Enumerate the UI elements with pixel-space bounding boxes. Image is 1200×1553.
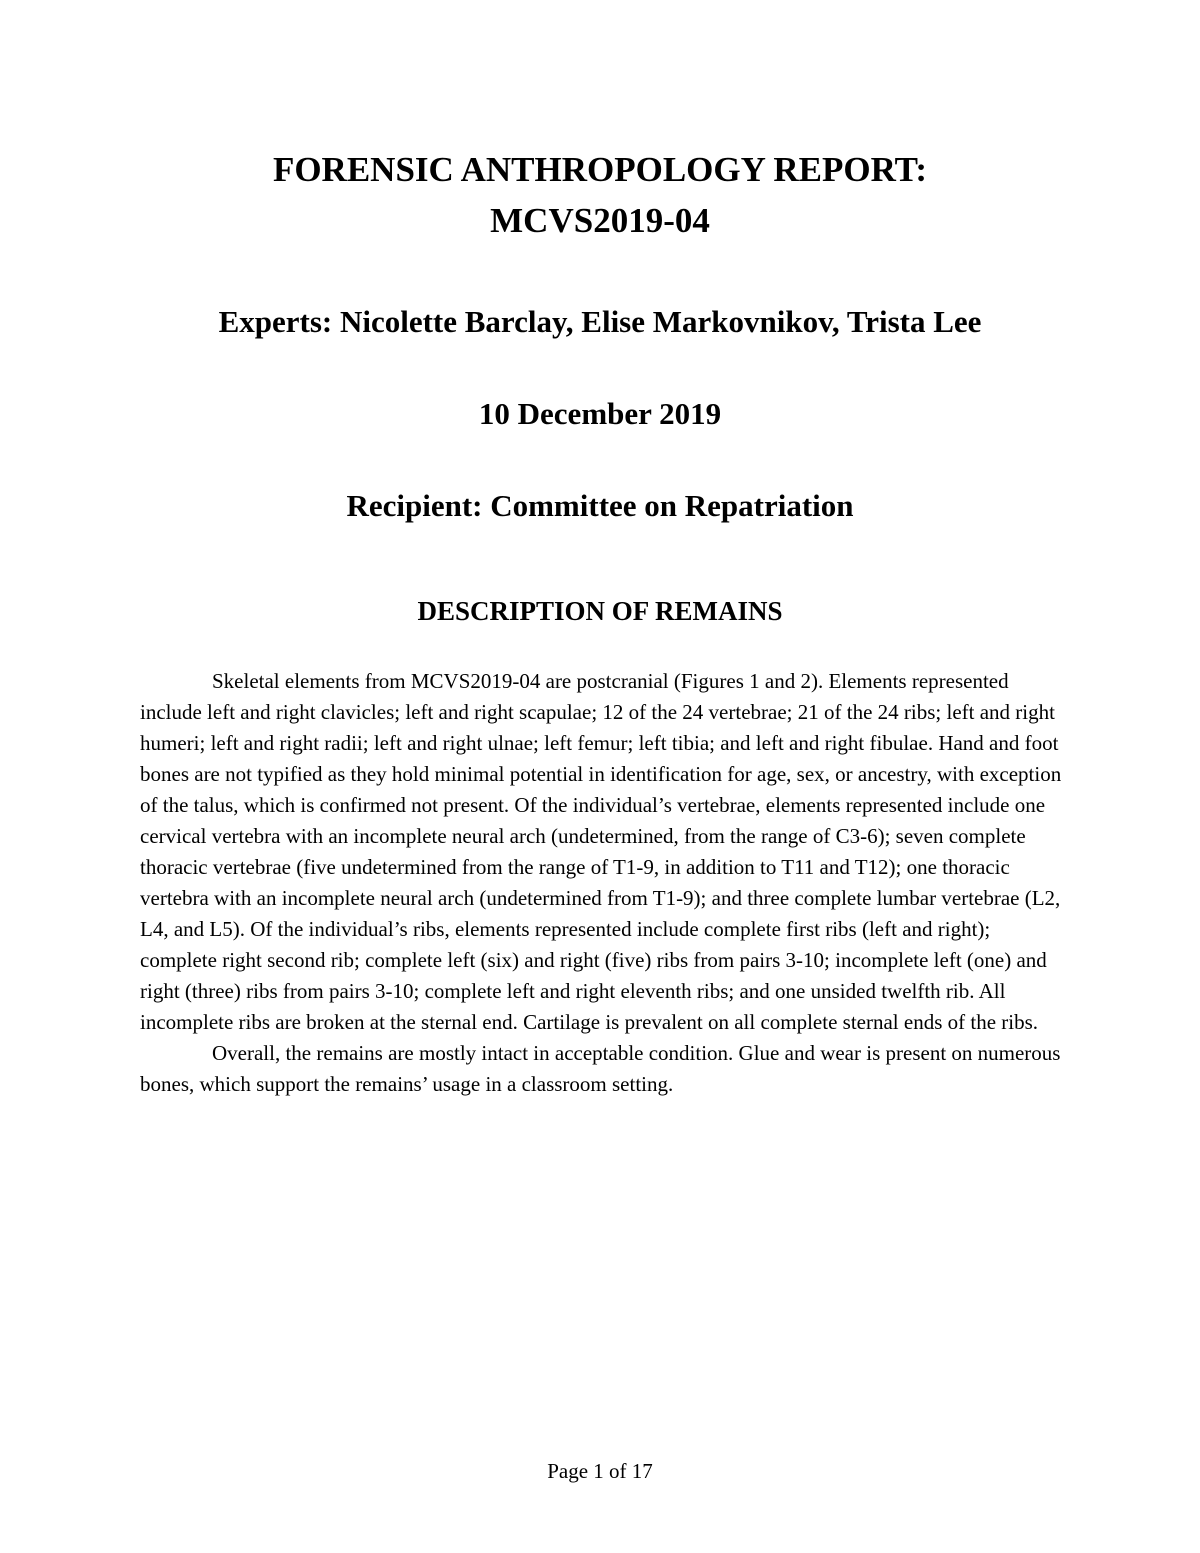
page-number: Page 1 of 17 xyxy=(547,1459,653,1483)
report-date: 10 December 2019 xyxy=(478,396,722,431)
section-body xyxy=(140,666,1065,1100)
section-heading: DESCRIPTION OF REMAINS xyxy=(417,596,783,626)
recipient-line: Recipient: Committee on Repatriation xyxy=(346,488,854,523)
report-title-line-1: FORENSIC ANTHROPOLOGY REPORT: xyxy=(272,150,928,189)
report-title-line-2: MCVS2019-04 xyxy=(490,201,710,240)
body-paragraph: Skeletal elements from MCVS2019-04 are postcranial (Figures 1 and 2). Elements represented include left and right clavicles; left and right scapulae; 12 of the 24 vertebrae; 21 of the 24 ribs; left and right humeri; left and right radii; left and right ulnae; left femur; left tibia; and left and right fibulae. Hand and foot bones are not typified as they hold minimal potential in identification for age, sex, or ancestry, with exception of the talus, which is confirmed not present. Of the individual’s vertebrae, elements represented include one cervical vertebra with an incomplete neural arch (undetermined, from the range of C3-6); seven complete thoracic vertebrae (five undetermined from the range of T1-9, in addition to T11 and T12); one thoracic vertebra with an incomplete neural arch (undetermined from T1-9); and three complete lumbar vertebrae (L2, L4, and L5). Of the individual’s ribs, elements represented include complete first ribs (left and right); complete right second rib; complete left (six) and right (five) ribs from pairs 3-10; incomplete left (one) and right (three) ribs from pairs 3-10; complete left and right eleventh ribs; and one unsided twelfth rib. All incomplete ribs are broken at the sternal end. Cartilage is prevalent on all complete sternal ends of the ribs. xyxy=(140,669,1062,1034)
experts-line: Experts: Nicolette Barclay, Elise Markovnikov, Trista Lee xyxy=(218,304,982,339)
body-paragraph: Overall, the remains are mostly intact in acceptable condition. Glue and wear is present on numerous bones, which support the remains’ usage in a classroom setting. xyxy=(140,1041,1061,1096)
